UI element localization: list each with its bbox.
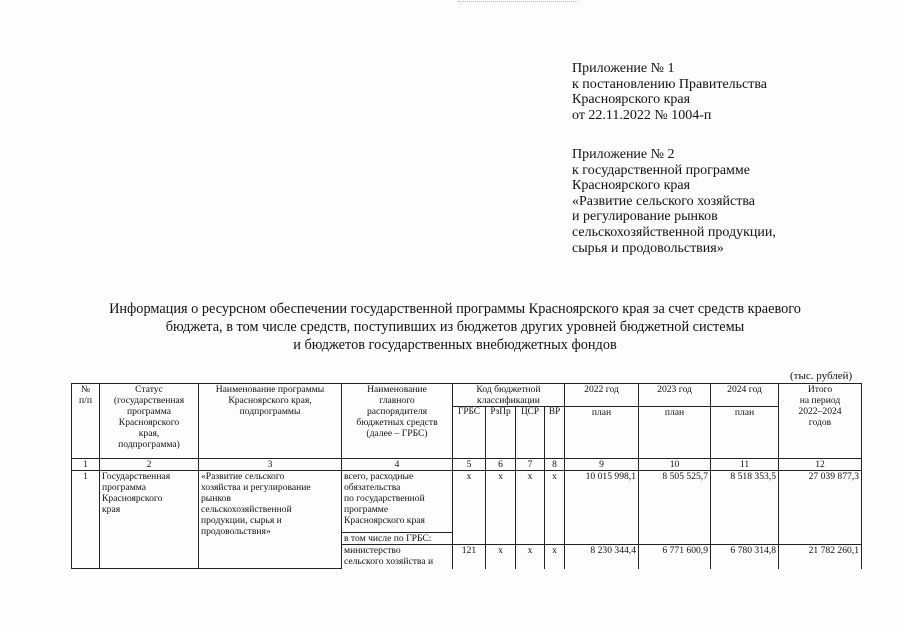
code-vr: х — [545, 471, 565, 545]
col-number: 8 — [545, 459, 565, 471]
header-text: Код бюджетной — [476, 384, 541, 395]
header-text: распорядителя — [366, 406, 428, 417]
col-number: 6 — [486, 459, 516, 471]
code-vr: х — [545, 545, 565, 569]
header-text: края, — [138, 428, 160, 439]
appendix-1-line: Приложение № 1 — [572, 61, 675, 76]
header-text: Наименование — [367, 384, 427, 395]
header-code-rzpr: РзПр — [486, 407, 516, 459]
document-title — [40, 300, 870, 354]
row-total-label — [342, 471, 453, 533]
header-code-grbs: ГРБС — [453, 407, 486, 459]
header-text: Статус — [135, 384, 163, 395]
header-text: № — [80, 384, 91, 395]
appendix-1-line: от 22.11.2022 № 1004-п — [572, 107, 712, 123]
title-line: бюджета, в том числе средств, поступивших из бюджетов других уровней бюджетной системы — [165, 319, 745, 335]
appendix-2-line: и регулирование рынков — [572, 209, 718, 225]
title-line: и бюджетов государственных внебюджетных фондов — [293, 337, 617, 353]
row-ministry-label — [342, 545, 453, 569]
row-program-name — [199, 471, 342, 569]
header-year-2024: 2024 год — [711, 384, 779, 407]
appendix-1-line: к постановлению Правительства — [572, 76, 768, 92]
cell-text: рынков — [201, 493, 231, 504]
col-number: 11 — [711, 459, 779, 471]
cell-text: программе — [344, 504, 389, 515]
col-number: 2 — [100, 459, 199, 471]
header-num — [72, 384, 100, 459]
cell-text: края — [102, 504, 121, 515]
row-status — [100, 471, 199, 569]
header-text: Красноярского — [118, 417, 180, 428]
units-label: (тыс. рублей) — [790, 370, 853, 382]
header-code-vr: ВР — [545, 407, 565, 459]
code-rzpr: х — [486, 545, 516, 569]
code-csr: х — [516, 545, 545, 569]
cell-text: Государственная — [102, 471, 171, 482]
value-2024: 8 518 353,5 — [711, 471, 779, 545]
col-number: 7 — [516, 459, 545, 471]
cell-text: Красноярского — [102, 493, 163, 504]
cell-text: обязательства — [344, 482, 401, 493]
appendix-2-line: Приложение № 2 — [572, 147, 675, 162]
appendix-1-block — [572, 61, 767, 123]
header-row — [72, 384, 862, 407]
header-total — [779, 384, 862, 459]
header-text: главного — [379, 395, 415, 406]
title-line: Информация о ресурсном обеспечении государственной программы Красноярского края за счет средств краевого — [109, 301, 801, 317]
header-text: (государственная — [113, 395, 185, 406]
cell-text: продукции, сырья и — [201, 515, 282, 526]
value-2023: 6 771 600,9 — [639, 545, 711, 569]
value-total: 27 039 877,3 — [779, 471, 862, 545]
cell-text: продовольствия» — [201, 526, 271, 537]
header-text: на период — [799, 395, 841, 406]
header-text: п/п — [79, 395, 92, 406]
header-text: программа — [126, 406, 172, 417]
cell-text: «Развитие сельского — [201, 471, 285, 482]
col-number: 1 — [72, 459, 100, 471]
appendix-2-line: к государственной программе — [572, 162, 750, 178]
header-text: классификации — [477, 395, 540, 406]
col-number: 9 — [565, 459, 639, 471]
cell-text: министерство — [344, 545, 401, 556]
value-total: 21 782 260,1 — [779, 545, 862, 569]
header-code-csr: ЦСР — [516, 407, 545, 459]
header-plan: план — [711, 407, 779, 459]
table-row — [72, 471, 862, 533]
code-grbs: х — [453, 471, 486, 545]
header-text: бюджетных средств — [356, 417, 438, 428]
value-2024: 6 780 314,8 — [711, 545, 779, 569]
header-text: (далее – ГРБС) — [366, 428, 428, 439]
value-2022: 8 230 344,4 — [565, 545, 639, 569]
code-rzpr: х — [486, 471, 516, 545]
cell-text: сельскохозяйственной — [201, 504, 292, 515]
header-text: Красноярского края, — [228, 395, 312, 406]
header-code-group — [453, 384, 565, 407]
col-number: 10 — [639, 459, 711, 471]
scan-top-mark — [458, 1, 578, 2]
appendix-2-line: сырья и продовольствия» — [572, 240, 724, 256]
header-program-name — [199, 384, 342, 459]
header-year-2023: 2023 год — [639, 384, 711, 407]
code-grbs: 121 — [453, 545, 486, 569]
header-text: Итого — [807, 384, 833, 395]
value-2023: 8 505 525,7 — [639, 471, 711, 545]
col-number: 12 — [779, 459, 862, 471]
appendix-2-line: сельскохозяйственной продукции, — [572, 224, 776, 240]
resource-table — [71, 383, 862, 569]
header-year-2022: 2022 год — [565, 384, 639, 407]
value-2022: 10 015 998,1 — [565, 471, 639, 545]
header-grbs-name — [342, 384, 453, 459]
appendix-2-block — [572, 147, 776, 256]
cell-text: сельского хозяйства и — [344, 556, 434, 567]
code-csr: х — [516, 471, 545, 545]
appendix-2-line: «Развитие сельского хозяйства — [572, 193, 756, 209]
header-text: 2022–2024 — [798, 406, 842, 417]
column-number-row — [72, 459, 862, 471]
header-status — [100, 384, 199, 459]
header-plan: план — [565, 407, 639, 459]
header-text: подпрограмма) — [118, 439, 180, 450]
col-number: 3 — [199, 459, 342, 471]
header-text: Наименование программы — [215, 384, 325, 395]
header-text: подпрограммы — [239, 406, 301, 417]
row-incl-label: в том числе по ГРБС: — [342, 533, 453, 545]
header-text: годов — [808, 417, 832, 428]
appendix-1-line: Красноярского края — [572, 92, 691, 108]
header-plan: план — [639, 407, 711, 459]
appendix-2-line: Красноярского края — [572, 178, 691, 194]
cell-text: по государственной — [344, 493, 425, 504]
cell-text: всего, расходные — [344, 471, 414, 482]
row-number: 1 — [72, 471, 100, 569]
cell-text: хозяйства и регулирование — [201, 482, 311, 493]
col-number: 4 — [342, 459, 453, 471]
col-number: 5 — [453, 459, 486, 471]
cell-text: программа — [102, 482, 147, 493]
cell-text: Красноярского края — [344, 515, 425, 526]
